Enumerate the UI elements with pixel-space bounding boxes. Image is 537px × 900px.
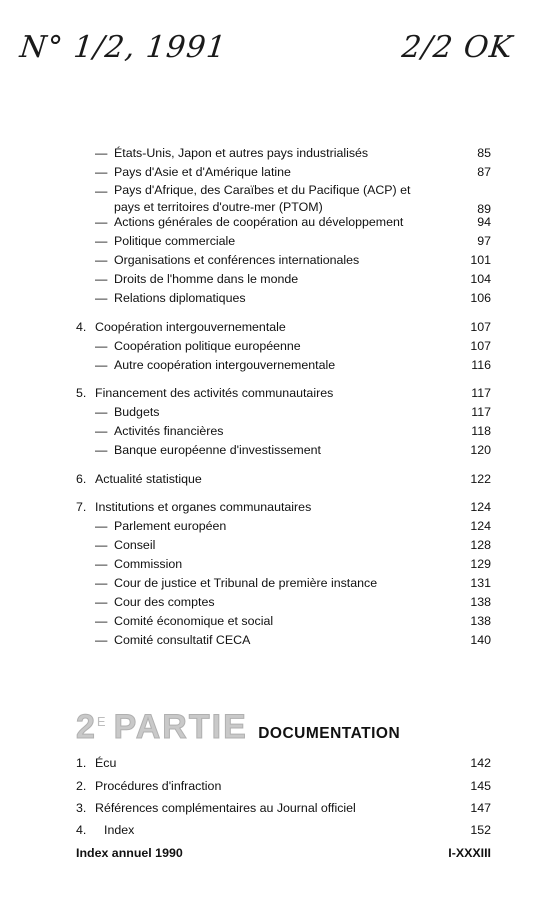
toc-section-row [0,498,537,516]
entry-page-number: 122 [470,472,491,486]
entry-title: Actualité statistique [95,472,202,486]
toc-entry-row [0,555,537,573]
item-page-number: 152 [470,823,491,837]
entry-page-number: 97 [477,234,491,248]
item-title: Références complémentaires au Journal officiel [95,801,356,815]
entry-title: Autre coopération intergouvernementale [114,358,336,372]
item-page-number: 142 [470,756,491,770]
entry-dash: — [95,443,108,457]
entry-page-number: 87 [477,165,491,179]
part-two-row [0,799,537,817]
entry-page-number: 138 [470,614,491,628]
entry-title: Parlement européen [114,519,227,533]
entry-dash: — [95,165,108,179]
entry-dash: — [95,538,108,552]
entry-dash: — [95,405,108,419]
toc-entry-row [0,593,537,611]
toc-entry-row [0,163,537,181]
entry-page-number: 101 [470,253,491,267]
toc-entry-row [0,144,537,162]
entry-title: Organisations et conférences internationales [114,253,360,267]
part-two-row [0,754,537,772]
entry-title: Financement des activités communautaires [95,386,334,400]
item-page-number: 145 [470,779,491,793]
entry-page-number: 117 [471,386,491,400]
entry-page-number: 131 [470,576,491,590]
part-two-heading [76,708,400,748]
toc-entry-row [0,213,537,231]
entry-dash: — [95,253,108,267]
entry-title: Comité consultatif CECA [114,633,251,647]
entry-title: Coopération politique européenne [114,339,301,353]
item-number: 2. [76,779,87,793]
annual-index-pages: I-XXXIII [448,846,491,860]
entry-title: Activités financières [114,424,224,438]
toc-entry-row [0,517,537,535]
entry-dash: — [95,272,108,286]
handwritten-check-note: 2/2 OK [400,30,515,65]
entry-dash: — [95,424,108,438]
handwritten-issue-note: N° 1/2, 1991 [18,30,229,65]
section-number: 5. [76,386,87,400]
entry-title: Conseil [114,538,156,552]
item-page-number: 147 [470,801,491,815]
entry-page-number: 118 [471,424,491,438]
section-number: 6. [76,472,87,486]
part-word: PARTIE [113,708,248,746]
toc-section-row [0,470,537,488]
entry-title: Pays d'Asie et d'Amérique latine [114,165,291,179]
part-label: DOCUMENTATION [258,725,401,742]
toc-entry-row [0,251,537,269]
entry-dash: — [95,234,108,248]
item-number: 3. [76,801,87,815]
entry-page-number: 89 [477,202,491,216]
toc-entry-row [0,574,537,592]
entry-dash: — [95,614,108,628]
toc-entry-row [0,422,537,440]
entry-page-number: 85 [477,146,491,160]
entry-title: Actions générales de coopération au développement [114,215,404,229]
toc-section-row [0,384,537,402]
entry-dash: — [95,576,108,590]
item-title: Écu [95,756,117,770]
entry-title: Comité économique et social [114,614,274,628]
part-two-row [0,821,537,839]
entry-page-number: 107 [470,339,491,353]
entry-title: Pays d'Afrique, des Caraïbes et du Pacifique (ACP) et pays et territoires d'outre-mer (PTOM) [114,183,411,214]
entry-page-number: 106 [470,291,491,305]
entry-title: Relations diplomatiques [114,291,246,305]
entry-dash: — [95,215,108,229]
toc-entry-row [0,232,537,250]
annual-index-title: Index annuel 1990 [76,846,183,860]
entry-page-number: 129 [470,557,491,571]
entry-title: Budgets [114,405,160,419]
entry-page-number: 124 [470,500,491,514]
toc-entry-row [0,270,537,288]
entry-title: États-Unis, Japon et autres pays industrialisés [114,146,369,160]
item-title: Index [104,823,135,837]
entry-dash: — [95,557,108,571]
entry-dash: — [95,633,108,647]
toc-entry-row [0,536,537,554]
entry-dash: — [95,146,108,160]
item-title: Procédures d'infraction [95,779,222,793]
entry-dash: — [95,339,108,353]
toc-entry-row [0,631,537,649]
entry-dash: — [95,291,108,305]
entry-page-number: 120 [470,443,491,457]
entry-page-number: 117 [471,405,491,419]
toc-entry-row [0,403,537,421]
entry-dash: — [95,184,108,198]
entry-dash: — [95,595,108,609]
part-two-row [0,777,537,795]
entry-page-number: 94 [477,215,491,229]
item-number: 4. [76,823,87,837]
entry-title: Politique commerciale [114,234,236,248]
part-number: 2 [76,708,97,746]
item-number: 1. [76,756,87,770]
toc-section-row [0,318,537,336]
entry-page-number: 116 [471,358,491,372]
toc-entry-row [0,441,537,459]
entry-title: Banque européenne d'investissement [114,443,321,457]
entry-page-number: 107 [470,320,491,334]
annual-index-row [0,844,537,862]
entry-page-number: 104 [470,272,491,286]
entry-title: Cour de justice et Tribunal de première instance [114,576,378,590]
entry-page-number: 138 [470,595,491,609]
toc-entry-row [0,612,537,630]
entry-dash: — [95,358,108,372]
entry-title: Coopération intergouvernementale [95,320,286,334]
toc-entry-row [0,337,537,355]
entry-title: Droits de l'homme dans le monde [114,272,299,286]
section-number: 4. [76,320,87,334]
entry-page-number: 124 [470,519,491,533]
toc-entry-row [0,289,537,307]
entry-title: Cour des comptes [114,595,215,609]
toc-entry-row [0,356,537,374]
entry-dash: — [95,519,108,533]
section-number: 7. [76,500,87,514]
entry-title: Institutions et organes communautaires [95,500,312,514]
entry-page-number: 140 [470,633,491,647]
entry-title: Commission [114,557,183,571]
entry-page-number: 128 [470,538,491,552]
part-number-superscript: E [96,714,106,729]
